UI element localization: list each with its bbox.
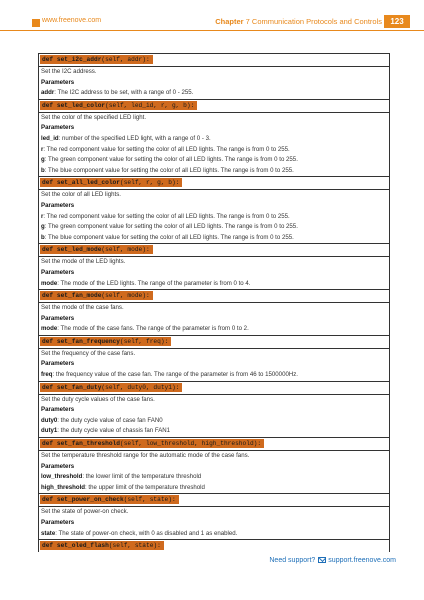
parameter-description: : The green component value for setting the color of all LED lights. The range is from 0 to 255. <box>44 223 298 231</box>
function-signature-row <box>39 243 389 256</box>
parameter-line <box>39 145 389 156</box>
parameter-line <box>39 279 389 290</box>
function-description: Set the I2C address. <box>41 68 97 75</box>
parameter-line <box>39 426 389 437</box>
function-signature-row <box>39 381 389 394</box>
parameter-name: r <box>41 145 44 153</box>
function-args: (self, mode): <box>101 292 150 300</box>
parameters-heading: Parameters <box>41 268 75 276</box>
parameter-line <box>39 134 389 145</box>
parameter-description: : The I2C address to be set, with a range of 0 - 255. <box>54 89 194 97</box>
parameter-name: duty1 <box>41 427 58 435</box>
function-description-block <box>39 302 389 335</box>
function-name: def set_led_color <box>42 101 106 109</box>
parameter-name: g <box>41 223 45 231</box>
parameters-heading: Parameters <box>41 124 75 132</box>
function-description: Set the frequency of the case fans. <box>41 349 136 357</box>
mail-icon <box>318 557 326 563</box>
function-name: def set_fan_threshold <box>42 440 120 448</box>
function-name: def set_all_led_color <box>42 179 120 187</box>
function-description-block <box>39 256 389 289</box>
need-support-label: Need support? <box>269 557 316 564</box>
parameter-description: : the frequency value of the case fan. The range of the parameter is from 46 to 1500000Hz. <box>52 371 298 379</box>
parameter-line <box>39 483 389 494</box>
function-description-block <box>39 189 389 243</box>
chapter-name: 7 Communication Protocols and Controls <box>243 17 382 26</box>
function-name: def set_fan_mode <box>42 292 102 300</box>
parameter-description: : number of the specified LED light, with a range of 0 - 3. <box>58 134 211 142</box>
function-description: Set the mode of the LED lights. <box>41 258 126 266</box>
function-signature-row <box>39 493 389 506</box>
parameter-line <box>39 212 389 223</box>
parameter-name: low_threshold <box>41 473 83 481</box>
parameter-name: g <box>41 156 45 164</box>
page-header <box>0 0 424 32</box>
function-signature <box>40 439 264 448</box>
parameter-name: addr <box>41 89 55 97</box>
site-url[interactable]: www.freenove.com <box>42 17 102 24</box>
function-signature <box>40 541 164 550</box>
parameters-heading: Parameters <box>41 519 75 526</box>
support-footer <box>269 557 396 564</box>
function-signature-row <box>39 539 389 552</box>
parameter-name: mode <box>41 325 58 333</box>
parameter-description: : the duty cycle value of chassis fan FAN1 <box>57 427 171 435</box>
parameter-line <box>39 88 389 99</box>
parameter-description: : the upper limit of the temperature threshold <box>85 483 205 491</box>
brand-square-icon <box>32 19 40 27</box>
parameter-description: : the duty cycle value of case fan FAN0 <box>57 416 163 424</box>
function-args: (self, addr): <box>101 56 150 63</box>
parameters-heading: Parameters <box>41 314 75 322</box>
parameter-line <box>39 416 389 427</box>
parameters-heading: Parameters <box>41 78 75 86</box>
function-signature-row <box>39 53 389 66</box>
function-signature-row <box>39 437 389 450</box>
parameter-description: : The red component value for setting the color of all LED lights. The range is from 0 to 255. <box>43 145 290 153</box>
function-signature <box>40 178 182 187</box>
function-signature <box>40 291 153 300</box>
parameter-line <box>39 472 389 483</box>
function-description: Set the temperature threshold range for the automatic mode of the case fans. <box>41 452 250 460</box>
function-signature <box>40 383 182 392</box>
chapter-title <box>215 17 382 26</box>
function-name: def set_oled_flash <box>42 542 109 550</box>
parameters-heading: Parameters <box>41 406 75 414</box>
function-args: (self, mode): <box>101 246 150 254</box>
function-description-block <box>39 348 389 381</box>
function-name: def set_i2c_addr <box>42 56 102 63</box>
function-name: def set_fan_frequency <box>42 337 120 345</box>
parameter-description: : The mode of the LED lights. The range of the parameter is from 0 to 4. <box>57 279 251 287</box>
function-args: (self, r, g, b): <box>119 179 180 187</box>
function-args: (self, state): <box>108 542 161 550</box>
support-link[interactable]: support.freenove.com <box>328 557 396 564</box>
parameter-name: b <box>41 166 45 174</box>
function-description: Set the color of the specified LED light. <box>41 113 147 121</box>
function-signature <box>40 245 153 254</box>
parameters-heading: Parameters <box>41 201 75 209</box>
function-signature <box>40 55 153 64</box>
parameter-line <box>39 233 389 244</box>
parameter-name: mode <box>41 279 58 287</box>
function-name: def set_power_on_check <box>42 496 124 504</box>
parameter-line <box>39 155 389 166</box>
parameter-name: high_threshold <box>41 483 86 491</box>
function-description-block <box>39 66 389 99</box>
function-signature <box>40 495 179 504</box>
function-description-block <box>39 394 389 437</box>
function-signature <box>40 337 171 346</box>
parameter-description: : The blue component value for setting the color of all LED lights. The range is from 0 to 255. <box>44 166 294 174</box>
function-signature <box>40 101 197 110</box>
parameter-name: freq <box>41 371 53 379</box>
function-args: (self, state): <box>123 496 176 504</box>
parameter-description: : The mode of the case fans. The range of the parameter is from 0 to 2. <box>57 325 249 333</box>
function-description-block <box>39 506 389 539</box>
api-reference-table <box>38 53 390 552</box>
function-args: (self, duty0, duty1): <box>101 383 180 391</box>
parameter-description: : The green component value for setting the color of all LED lights. The range is from 0 to 255. <box>44 156 298 164</box>
header-divider <box>0 30 424 31</box>
parameter-description: : The state of power-on check, with 0 as disabled and 1 as enabled. <box>55 529 238 537</box>
parameter-description: : the lower limit of the temperature threshold <box>82 473 202 481</box>
function-name: def set_fan_duty <box>42 383 102 391</box>
function-args: (self, freq): <box>119 337 169 345</box>
parameter-line <box>39 166 389 177</box>
function-description: Set the color of all LED lights. <box>41 191 121 199</box>
parameters-heading: Parameters <box>41 462 75 470</box>
function-args: (self, led_id, r, g, b): <box>105 101 195 109</box>
parameter-name: duty0 <box>41 416 58 424</box>
function-description: Set the state of power-on check. <box>41 508 129 516</box>
function-signature-row <box>39 335 389 348</box>
function-args: (self, low_threshold, high_threshold): <box>119 440 262 448</box>
parameter-line <box>39 529 389 540</box>
parameter-line <box>39 324 389 335</box>
parameter-line <box>39 222 389 233</box>
function-signature-row <box>39 99 389 112</box>
parameter-name: r <box>41 212 44 220</box>
parameter-description: : The red component value for setting the color of all LED lights. The range is from 0 to 255. <box>43 212 290 220</box>
chapter-label: Chapter <box>215 17 244 26</box>
parameter-name: state <box>41 529 56 537</box>
parameters-heading: Parameters <box>41 360 75 368</box>
parameter-description: : The blue component value for setting the color of all LED lights. The range is from 0 to 255. <box>44 233 294 241</box>
parameter-name: led_id <box>41 134 59 142</box>
function-signature-row <box>39 289 389 302</box>
parameter-name: b <box>41 233 45 241</box>
parameter-line <box>39 370 389 381</box>
function-description: Set the duty cycle values of the case fans. <box>41 395 155 403</box>
function-name: def set_led_mode <box>42 246 102 254</box>
function-description-block <box>39 450 389 493</box>
function-description-block <box>39 112 389 177</box>
page-number: 123 <box>384 15 410 28</box>
function-description: Set the mode of the case fans. <box>41 304 124 312</box>
function-signature-row <box>39 176 389 189</box>
